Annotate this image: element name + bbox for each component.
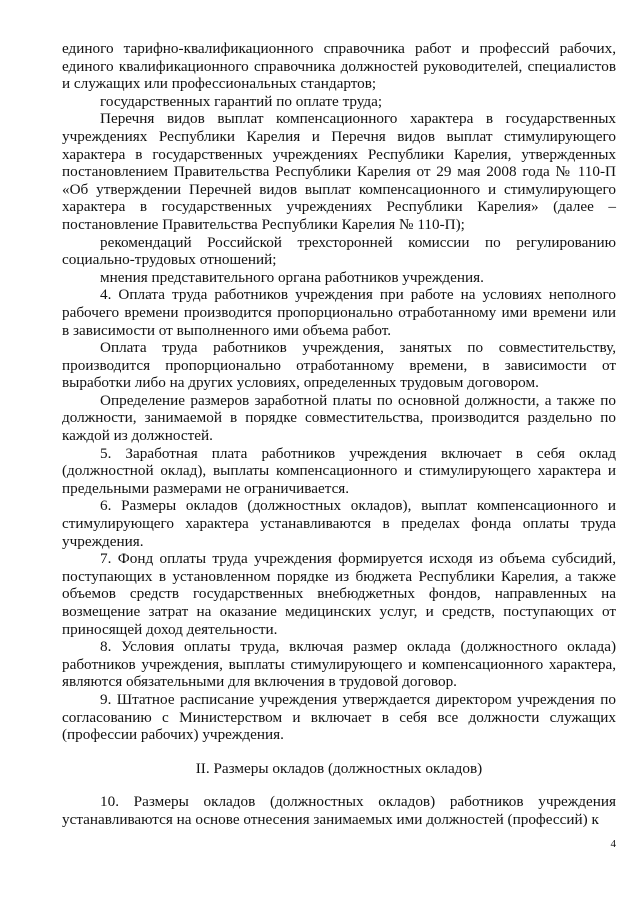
page-number: 4	[610, 838, 616, 850]
paragraph: 8. Условия оплаты труда, включая размер оклада (должностного оклада) работников учреждения, выплаты стимулирующего и компенсационного характера, являются обязательными для включения в трудовой договор.	[62, 638, 616, 691]
paragraph: единого тарифно-квалификационного справочника работ и профессий рабочих, единого квалификационного справочника должностей руководителей, специалистов и служащих или профессиональных стандартов;	[62, 40, 616, 93]
paragraph: государственных гарантий по оплате труда;	[100, 92, 383, 110]
section-heading: II. Размеры окладов (должностных окладов)	[195, 759, 483, 777]
document-page	[62, 40, 616, 829]
paragraph: мнения представительного органа работников учреждения.	[100, 268, 484, 286]
paragraph: 10. Размеры окладов (должностных окладов) работников учреждения устанавливаются на основе отнесения занимаемых ими должностей (профессий) к	[62, 793, 616, 828]
paragraph: 6. Размеры окладов (должностных окладов), выплат компенсационного и стимулирующего характера устанавливаются в пределах фонда оплаты труда учреждения.	[62, 497, 616, 550]
spacer	[62, 777, 616, 793]
paragraph: рекомендаций Российской трехсторонней комиссии по регулированию социально-трудовых отношений;	[62, 233, 616, 269]
paragraph: Оплата труда работников учреждения, занятых по совместительству, производится пропорционально отработанному времени, в зависимости от выработки либо на других условиях, определенных трудовым договором.	[62, 339, 616, 392]
paragraph: Перечня видов выплат компенсационного характера в государственных учреждениях Республики Карелия и Перечня видов выплат стимулирующего характера в государственных учреждениях Республики Карелия, утвержденных постановлением Правительства Республики Карелия от 29 мая 2008 года № 110-П «Об утверждении Перечней видов выплат компенсационного и стимулирующего характера в государственных учреждениях Республики Карелия» (далее – постановление Правительства Республики Карелия № 110-П);	[62, 110, 616, 233]
document-body-top	[62, 40, 616, 744]
spacer	[62, 744, 616, 760]
paragraph: 9. Штатное расписание учреждения утверждается директором учреждения по согласованию с Министерством и включает в себя все должности служащих (профессии рабочих) учреждения.	[62, 690, 616, 744]
paragraph: 7. Фонд оплаты труда учреждения формируется исходя из объема субсидий, поступающих в установленном порядке из бюджета Республики Карелия, а также объемов средств государственных внебюджетных фондов, направленных на возмещение затрат на оказание медицинских услуг, и средств, поступающих от приносящей доход деятельности.	[62, 550, 616, 638]
paragraph: 5. Заработная плата работников учреждения включает в себя оклад (должностной оклад), выплаты компенсационного и стимулирующего характера и предельными размерами не ограничивается.	[62, 444, 616, 497]
paragraph: 4. Оплата труда работников учреждения при работе на условиях неполного рабочего времени производится пропорционально отработанному ими времени или в зависимости от выполненного ими объема работ.	[62, 286, 616, 339]
document-body-bottom	[62, 793, 616, 828]
paragraph: Определение размеров заработной платы по основной должности, а также по должности, занимаемой в порядке совместительства, производится раздельно по каждой из должностей.	[62, 391, 616, 445]
